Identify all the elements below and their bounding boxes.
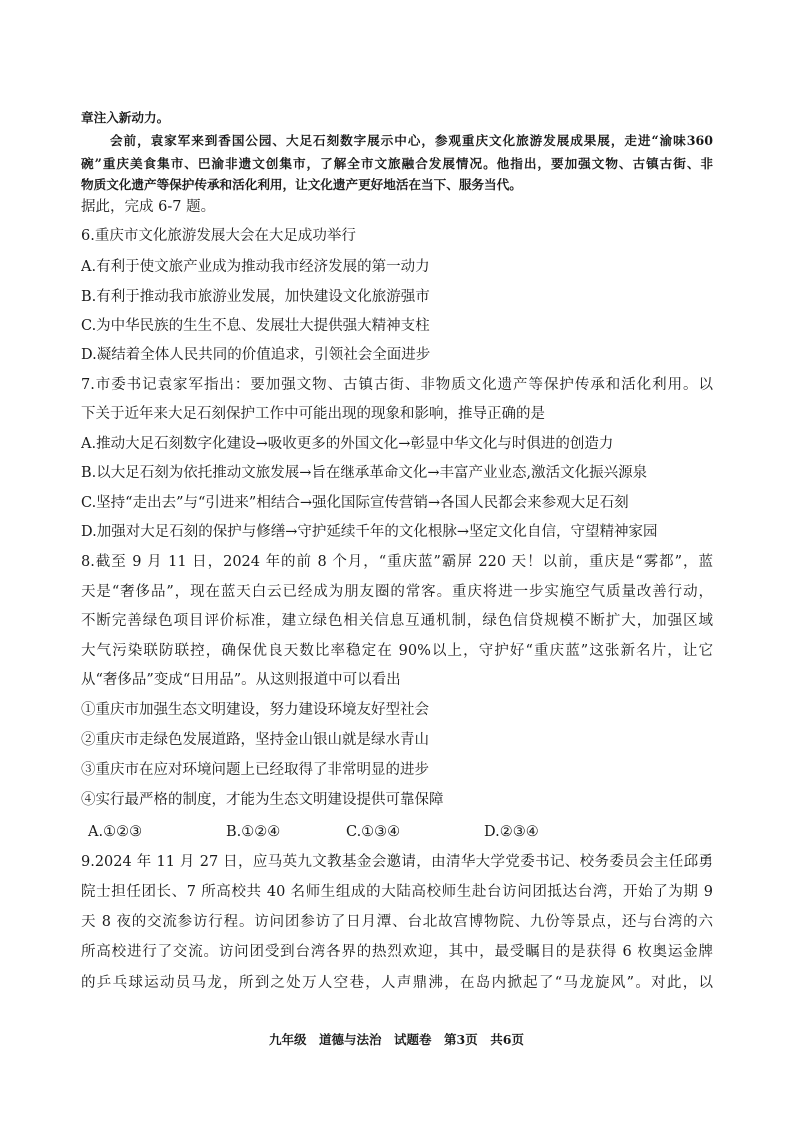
q8-choices (81, 822, 713, 842)
q7-option-a: A.推动大足石刻数字化建设→吸收更多的外国文化→彰显中华文化与时俱进的创造力 (81, 436, 614, 452)
q7-option-b: B.以大足石刻为依托推动文旅发展→旨在继承革命文化→丰富产业业态,激活文化振兴源泉 (81, 465, 648, 481)
question-9-stem: 天 8 夜的交流参访行程。访问团参访了日月潭、台北故宫博物院、九份等景点，还与台湾的六 (81, 914, 713, 930)
q8-statement-3: ③重庆市在应对环境问题上已经取得了非常明显的进步 (81, 762, 429, 778)
q8-statement-4: ④实行最严格的制度，才能为生态文明建设提供可靠保障 (81, 792, 444, 808)
instruction-line: 据此，完成 6-7 题。 (81, 199, 216, 215)
q6-option-b: B.有利于推动我市旅游业发展，加快建设文化旅游强市 (81, 289, 430, 305)
intro-line: 碗”重庆美食集市、巴渝非遗文创集市，了解全市文旅融合发展情况。他指出，要加强文物、古镇古街、非 (81, 156, 713, 171)
intro-line: 物质文化遗产等保护传承和活化利用，让文化遗产更好地活在当下、服务当代。 (81, 177, 522, 192)
q7-option-c: C.坚持“走出去”与“引进来”相结合→强化国际宣传营销→各国人民都会来参观大足石刻 (81, 495, 629, 511)
question-8-stem: 从“奢侈品”变成“日用品”。从这则报道中可以看出 (81, 672, 401, 688)
question-7-stem: 7.市委书记袁家军指出：要加强文物、古镇古街、非物质文化遗产等保护传承和活化利用。以 (81, 377, 713, 393)
q8-choice-c: C.①③④ (346, 824, 401, 840)
q8-choice-a: A.①②③ (88, 824, 143, 840)
question-8-stem: 不断完善绿色项目评价标准，建立绿色相关信息互通机制，绿色信贷规模不断扩大，加强区域 (81, 613, 713, 629)
question-9-stem: 院士担任团长、7 所高校共 40 名师生组成的大陆高校师生赴台访问团抵达台湾，开始了为期 9 (81, 884, 713, 900)
question-9-stem: 的乒乓球运动员马龙，所到之处万人空巷，人声鼎沸，在岛内掀起了“马龙旋风”。对此，以 (81, 975, 713, 991)
q8-choice-d: D.②③④ (484, 824, 539, 840)
page-footer: 九年级 道德与法治 试题卷 第3页 共6页 (269, 1032, 524, 1047)
question-8-stem: 大气污染联防联控，确保优良天数比率稳定在 90%以上，守护好“重庆蓝”这张新名片，让它 (81, 643, 713, 659)
q8-statement-2: ②重庆市走绿色发展道路，坚持金山银山就是绿水青山 (81, 732, 429, 748)
question-7-stem: 下关于近年来大足石刻保护工作中可能出现的现象和影响，推导正确的是 (81, 406, 545, 422)
question-8-stem: 天是“奢侈品”，现在蓝天白云已经成为朋友圈的常客。重庆将进一步实施空气质量改善行动， (81, 584, 713, 600)
question-6-stem: 6.重庆市文化旅游发展大会在大足成功举行 (81, 228, 356, 244)
question-9-stem: 所高校进行了交流。访问团受到台湾各界的热烈欢迎，其中，最受瞩目的是获得 6 枚奥运金牌 (81, 944, 713, 960)
question-8-stem: 8.截至 9 月 11 日，2024 年的前 8 个月，“重庆蓝”霸屏 220 天！以前，重庆是“雾都”，蓝 (81, 554, 713, 570)
q8-choice-b: B.①②④ (226, 824, 281, 840)
intro-line: 章注入新动力。 (81, 110, 170, 125)
q6-option-d: D.凝结着全体人民共同的价值追求，引领社会全面进步 (81, 347, 431, 363)
q8-statement-1: ①重庆市加强生态文明建设，努力建设环境友好型社会 (81, 702, 429, 718)
intro-line: 会前，袁家军来到香国公园、大足石刻数字展示中心，参观重庆文化旅游发展成果展，走进“渝味360 (110, 133, 713, 148)
q6-option-c: C.为中华民族的生生不息、发展壮大提供强大精神支柱 (81, 318, 430, 334)
q7-option-d: D.加强对大足石刻的保护与修缮→守护延续千年的文化根脉→坚定文化自信，守望精神家园 (81, 524, 658, 540)
q6-option-a: A.有利于使文旅产业成为推动我市经济发展的第一动力 (81, 259, 430, 275)
question-9-stem: 9.2024 年 11 月 27 日，应马英九文教基金会邀请，由清华大学党委书记、校务委员会主任邱勇 (81, 854, 713, 870)
